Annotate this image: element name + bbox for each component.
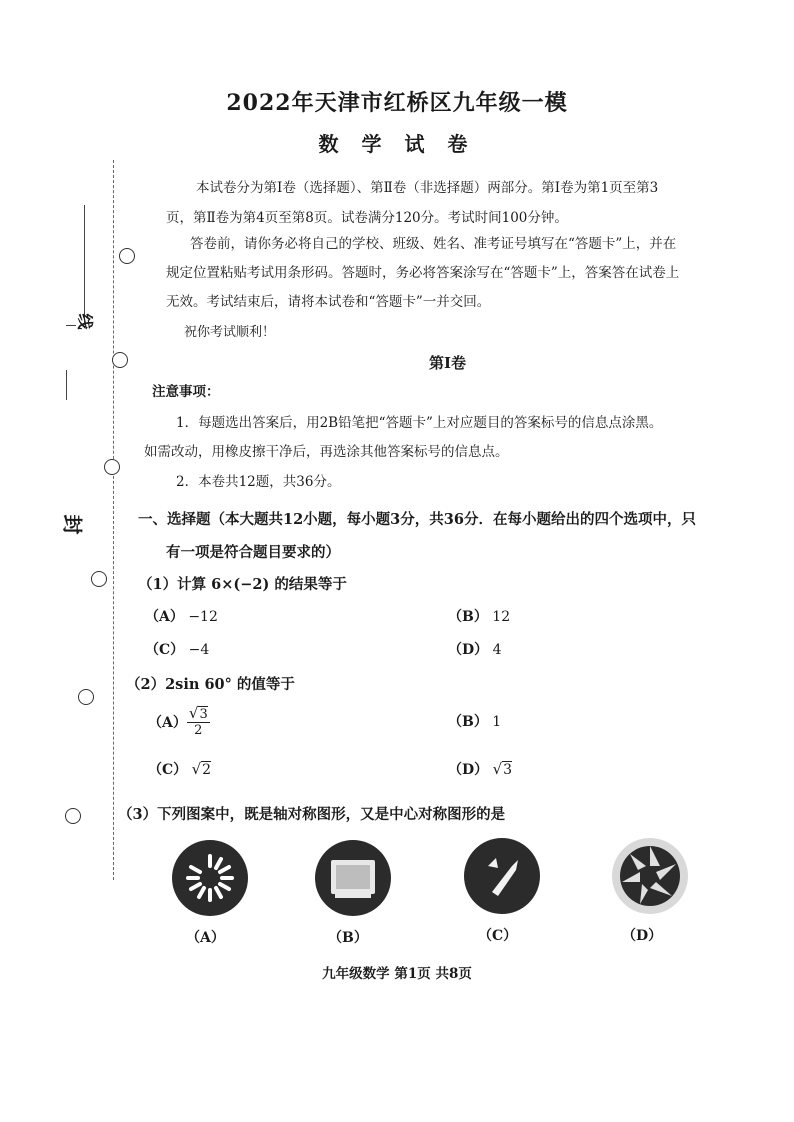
radical-sign: √ bbox=[188, 704, 199, 722]
rocket-icon bbox=[462, 836, 542, 916]
screen-icon bbox=[313, 838, 393, 918]
option-value: 12 bbox=[492, 609, 511, 625]
q1-option-d[interactable] bbox=[448, 639, 502, 659]
q2-option-b[interactable] bbox=[448, 711, 501, 731]
radicand: 3 bbox=[199, 707, 208, 722]
notice-item: 1．每题选出答案后，用2B铅笔把“答题卡”上对应题目的答案标号的信息点涂黑。 bbox=[176, 415, 663, 431]
q2-option-c[interactable] bbox=[148, 759, 211, 779]
q3-label-a: （A） bbox=[186, 930, 225, 946]
intro-line: 答卷前，请你务必将自己的学校、班级、姓名、准考证号填写在“答题卡”上，并在 bbox=[190, 236, 677, 252]
q1-option-c[interactable] bbox=[145, 639, 209, 659]
option-value: 1 bbox=[492, 714, 502, 730]
q2-option-a[interactable] bbox=[148, 700, 210, 744]
q1-option-a[interactable] bbox=[145, 606, 218, 626]
intro-line: 页，第Ⅱ卷为第4页至第8页。试卷满分120分。考试时间100分钟。 bbox=[166, 210, 568, 226]
option-value: −4 bbox=[188, 642, 210, 658]
question-3-stem: （3）下列图案中，既是轴对称图形，又是中心对称图形的是 bbox=[118, 806, 506, 823]
option-label: （C） bbox=[145, 642, 185, 658]
q2-option-d[interactable] bbox=[448, 759, 512, 779]
q3-label-d: （D） bbox=[622, 928, 663, 944]
option-label: （B） bbox=[448, 609, 488, 625]
radical-sign: √ bbox=[191, 760, 202, 778]
option-value: 4 bbox=[492, 642, 502, 658]
binding-hole bbox=[91, 571, 107, 587]
option-label: （A） bbox=[145, 609, 184, 625]
notice-item: 2．本卷共12题，共36分。 bbox=[176, 474, 341, 490]
q3-figure-b[interactable] bbox=[313, 838, 393, 918]
section-heading: 第Ⅰ卷 bbox=[429, 354, 467, 372]
notice-item: 如需改动，用橡皮擦干净后，再选涂其他答案标号的信息点。 bbox=[144, 444, 509, 460]
option-value: −12 bbox=[188, 609, 218, 625]
intro-line: 无效。考试结束后，请将本试卷和“答题卡”一并交回。 bbox=[166, 294, 491, 310]
notice-label: 注意事项： bbox=[152, 384, 220, 400]
aperture-icon bbox=[610, 836, 690, 916]
margin-dash bbox=[66, 370, 67, 400]
part-heading: 有一项是符合题目要求的） bbox=[166, 544, 340, 561]
q3-label-b: （B） bbox=[328, 930, 368, 946]
binding-line bbox=[113, 160, 114, 880]
q3-label-c: （C） bbox=[478, 928, 518, 944]
option-label: （D） bbox=[448, 642, 489, 658]
margin-dash bbox=[66, 325, 76, 326]
q3-figure-d[interactable] bbox=[610, 836, 690, 916]
q3-figure-c[interactable] bbox=[462, 836, 542, 916]
radicand: 2 bbox=[202, 762, 212, 778]
radical-sign: √ bbox=[492, 760, 503, 778]
margin-label-line: 线 bbox=[75, 313, 95, 330]
spinner-icon bbox=[170, 838, 250, 918]
option-label: （B） bbox=[448, 714, 488, 730]
binding-hole bbox=[119, 248, 135, 264]
page-title: 2022年天津市红桥区九年级一模 bbox=[226, 90, 568, 116]
intro-wish: 祝你考试顺利！ bbox=[184, 325, 276, 340]
q1-option-b[interactable] bbox=[448, 606, 510, 626]
page-subtitle: 数 学 试 卷 bbox=[318, 132, 476, 156]
binding-hole bbox=[65, 808, 81, 824]
question-2-stem: （2）2sin 60° 的值等于 bbox=[126, 676, 295, 693]
binding-hole bbox=[78, 689, 94, 705]
option-label: （A） bbox=[148, 715, 187, 731]
margin-label-seal: 封 bbox=[60, 514, 85, 535]
option-label: （D） bbox=[448, 762, 489, 778]
radicand: 3 bbox=[503, 762, 513, 778]
intro-line: 本试卷分为第Ⅰ卷（选择题）、第Ⅱ卷（非选择题）两部分。第Ⅰ卷为第1页至第3 bbox=[196, 180, 659, 196]
q3-figure-a[interactable] bbox=[170, 838, 250, 918]
binding-hole bbox=[104, 459, 120, 475]
question-1-stem: （1）计算 6×(−2) 的结果等于 bbox=[138, 576, 347, 593]
page-footer: 九年级数学 第1页 共8页 bbox=[322, 966, 472, 982]
fraction-sqrt3-over-2 bbox=[187, 706, 210, 738]
binding-hole bbox=[112, 352, 128, 368]
margin-mark-top bbox=[84, 205, 85, 325]
part-heading: 一、选择题（本大题共12小题，每小题3分，共36分．在每小题给出的四个选项中，只 bbox=[138, 511, 696, 528]
denominator: 2 bbox=[194, 723, 203, 738]
intro-line: 规定位置粘贴考试用条形码。答题时，务必将答案涂写在“答题卡”上，答案答在试卷上 bbox=[166, 265, 680, 281]
option-label: （C） bbox=[148, 762, 188, 778]
